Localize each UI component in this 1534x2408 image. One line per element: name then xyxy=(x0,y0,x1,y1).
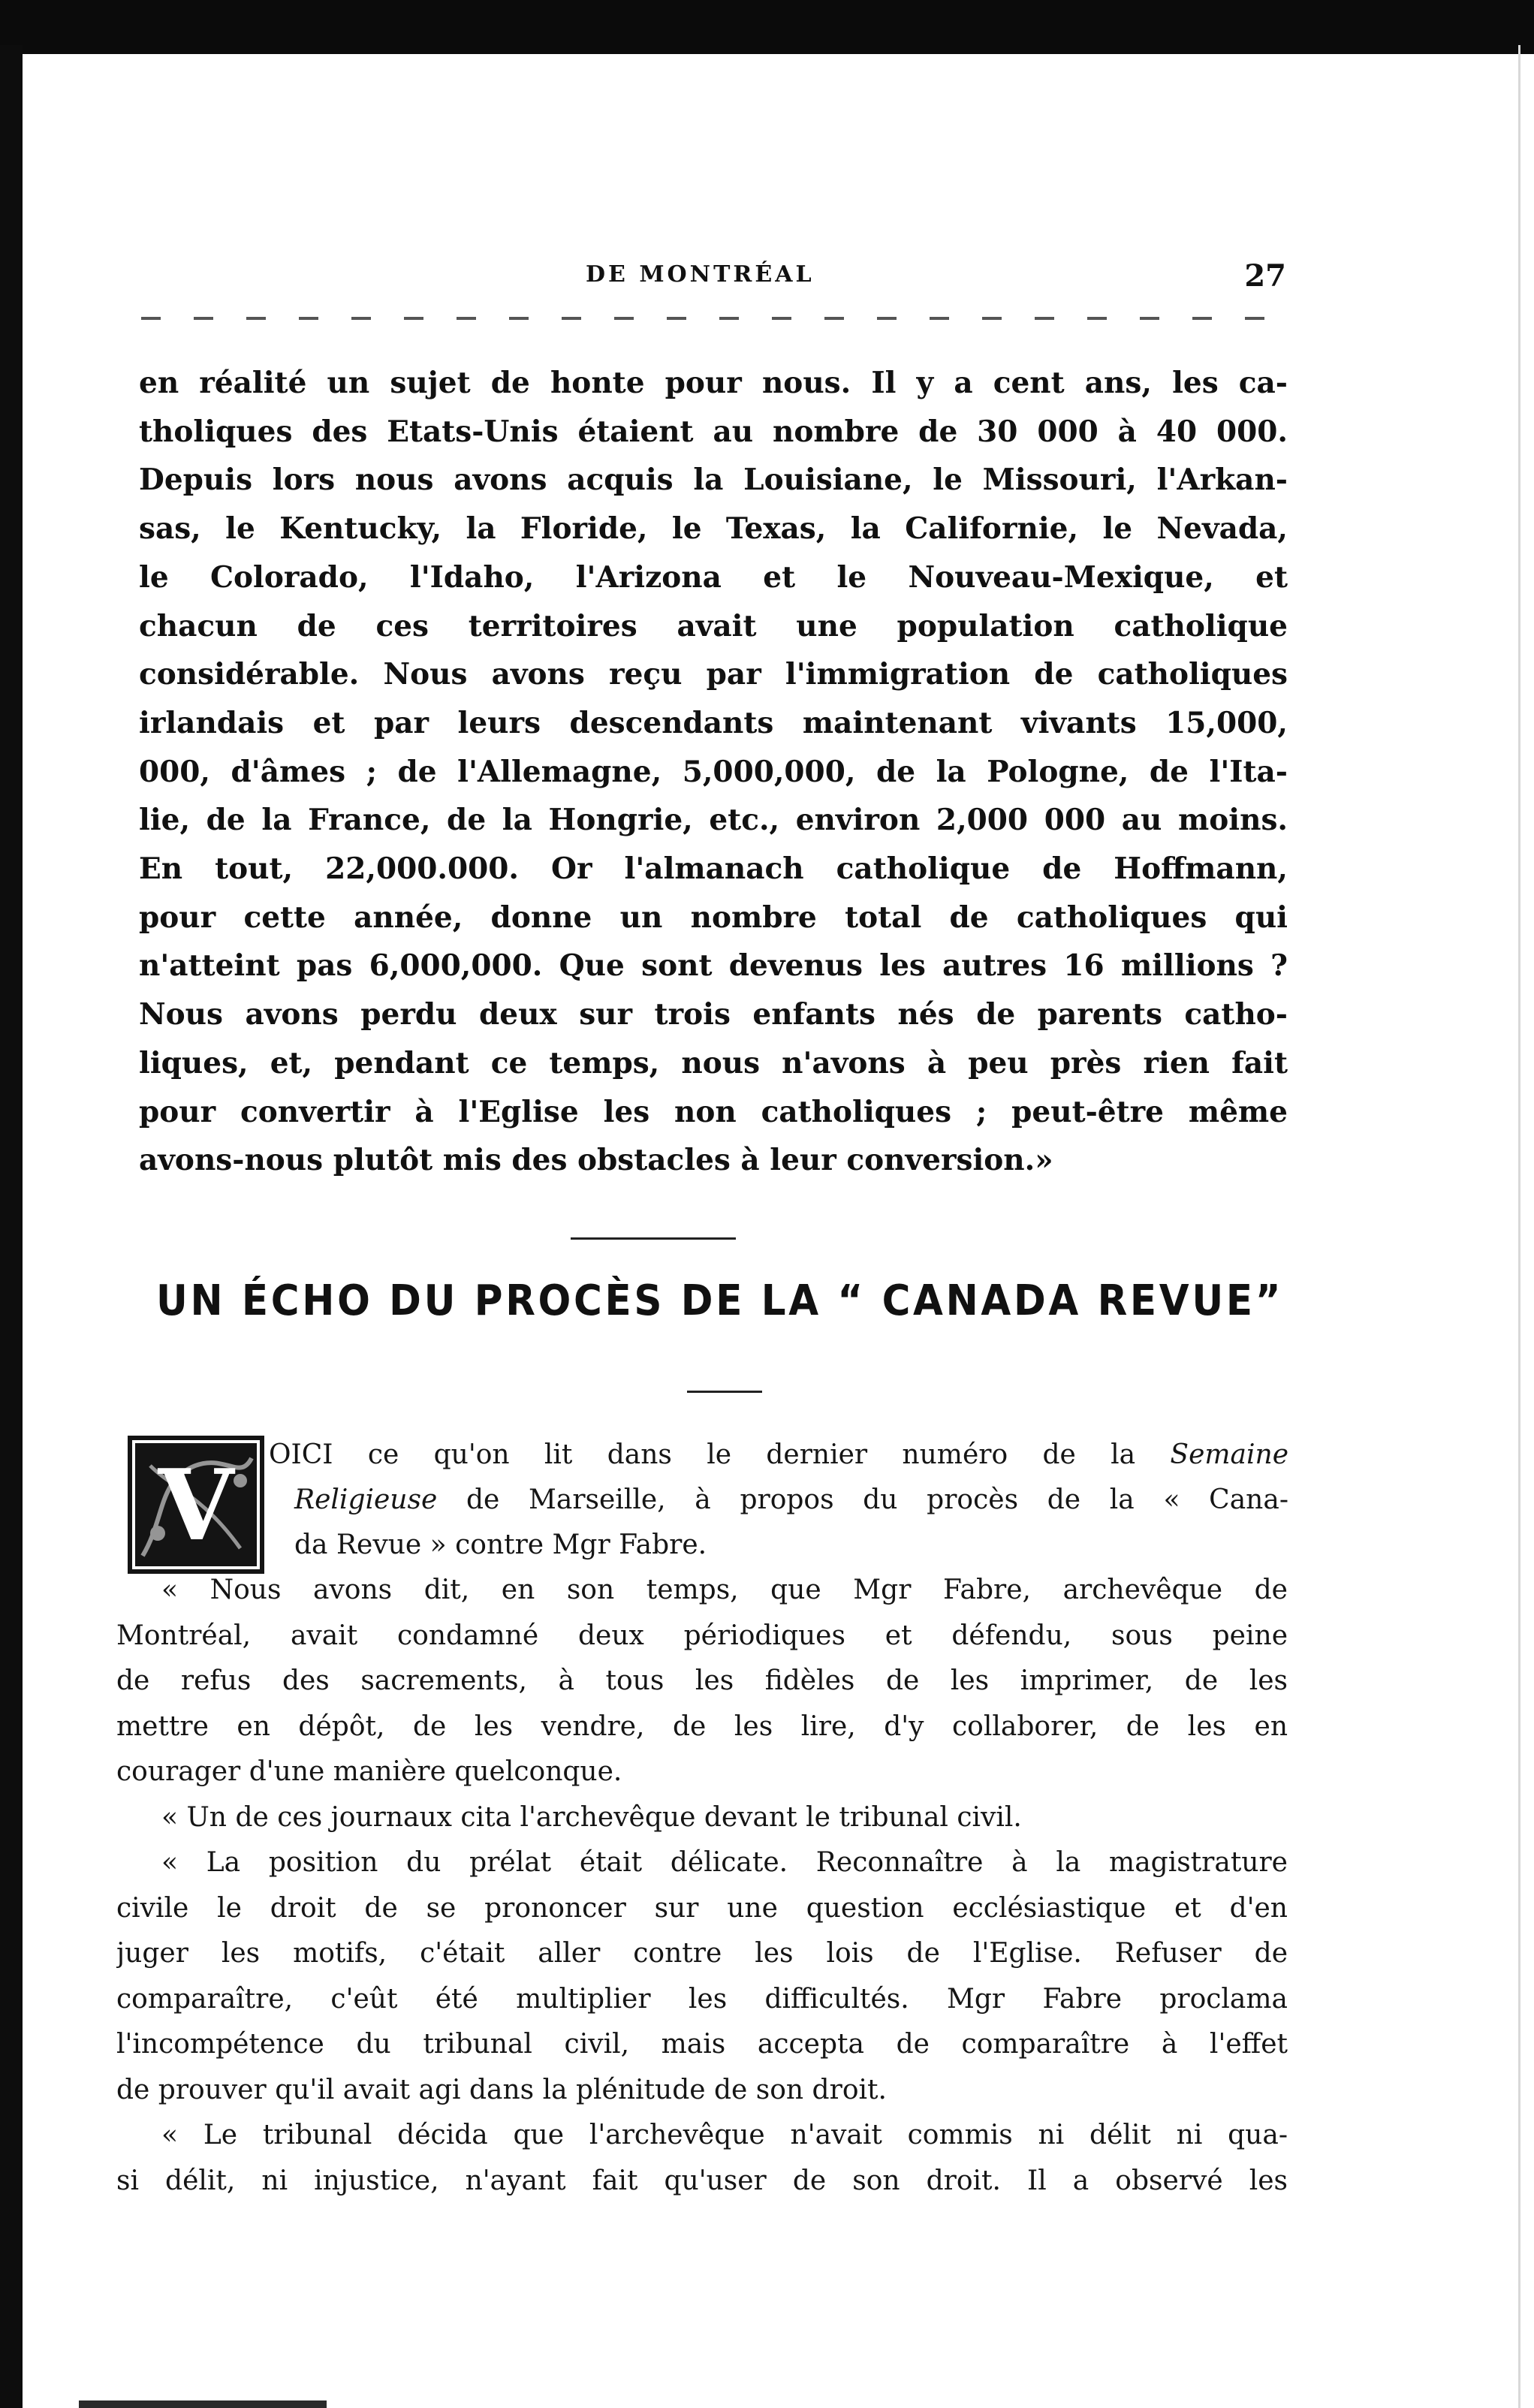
publication-name-part1: Semaine xyxy=(1170,1439,1288,1470)
page-number: 27 xyxy=(1244,258,1286,294)
intro-text: OICI ce qu'on lit dans le dernier numéro de la xyxy=(269,1439,1136,1470)
paragraph-line: chacun de ces territoires avait une population catholique xyxy=(139,608,1288,643)
paragraph-line: pour cette année, donne un nombre total de catholiques qui xyxy=(139,900,1288,935)
article-line: courager d'une manière quelconque. xyxy=(116,1756,622,1787)
top-paragraph xyxy=(139,359,1288,1185)
paragraph-line: En tout, 22,000.000. Or l'almanach catholique de Hoffmann, xyxy=(139,851,1288,887)
article-intro xyxy=(269,1433,1288,1568)
article-line: juger les motifs, c'était aller contre les lois de l'Eglise. Refuser de xyxy=(116,1938,1288,1969)
scan-top-border xyxy=(0,0,1534,54)
scan-left-border xyxy=(0,45,23,2408)
intro-text: da Revue » contre Mgr Fabre. xyxy=(294,1529,707,1560)
intro-line xyxy=(269,1523,1288,1568)
header-rule xyxy=(141,317,1282,320)
article-line: si délit, ni injustice, n'ayant fait qu'user de son droit. Il a observé les xyxy=(116,2165,1288,2196)
section-title: UN ÉCHO DU PROCÈS DE LA “ CANADA REVUE” xyxy=(156,1276,1284,1325)
intro-line xyxy=(269,1478,1288,1523)
publication-name-part2: Religieuse xyxy=(294,1484,438,1515)
article-line: « Un de ces journaux cita l'archevêque devant le tribunal civil. xyxy=(161,1801,1022,1833)
running-head: DE MONTRÉAL xyxy=(586,261,815,288)
paragraph-line: pour convertir à l'Eglise les non catholiques ; peut-être même xyxy=(139,1094,1288,1129)
paragraph-line: lie, de la France, de la Hongrie, etc., environ 2,000 000 au moins. xyxy=(139,803,1288,838)
article-line: de refus des sacrements, à tous les fidèles de les imprimer, de les xyxy=(116,1665,1288,1696)
title-underline xyxy=(687,1391,762,1393)
paragraph-line: sas, le Kentucky, la Floride, le Texas, la Californie, le Nevada, xyxy=(139,511,1288,547)
paragraph-line: considérable. Nous avons reçu par l'immigration de catholiques xyxy=(139,657,1288,692)
article-line: Montréal, avait condamné deux périodiques et défendu, sous peine xyxy=(116,1620,1288,1651)
article-line: l'incompétence du tribunal civil, mais accepta de comparaître à l'effet xyxy=(116,2029,1288,2060)
article-line: civile le droit de se prononcer sur une question ecclésiastique et d'en xyxy=(116,1892,1288,1924)
paragraph-line: avons-nous plutôt mis des obstacles à leur conversion.» xyxy=(139,1143,1053,1178)
paragraph-line: Depuis lors nous avons acquis la Louisiane, le Missouri, l'Arkan- xyxy=(139,463,1288,498)
article-line: mettre en dépôt, de les vendre, de les lire, d'y collaborer, de les en xyxy=(116,1710,1288,1742)
article-line: comparaître, c'eût été multiplier les difficultés. Mgr Fabre proclama xyxy=(116,1983,1288,2015)
paragraph-line: le Colorado, l'Idaho, l'Arizona et le Nouveau-Mexique, et xyxy=(139,559,1288,595)
page-header xyxy=(0,258,1534,306)
intro-text: de Marseille, à propos du procès de la « Cana- xyxy=(437,1484,1288,1515)
drop-cap-ornament xyxy=(128,1436,264,1574)
section-divider xyxy=(571,1237,736,1240)
paragraph-line: 000, d'âmes ; de l'Allemagne, 5,000,000, de la Pologne, de l'Ita- xyxy=(139,754,1288,789)
paragraph-line: liques, et, pendant ce temps, nous n'avons à peu près rien fait xyxy=(139,1045,1288,1080)
paragraph-line: tholiques des Etats-Unis étaient au nombre de 30 000 à 40 000. xyxy=(139,414,1288,449)
intro-line xyxy=(269,1433,1288,1478)
article-line: « Le tribunal décida que l'archevêque n'avait commis ni délit ni qua- xyxy=(161,2120,1288,2150)
scan-bottom-rule xyxy=(79,2400,327,2408)
article-line: « Nous avons dit, en son temps, que Mgr Fabre, archevêque de xyxy=(161,1575,1288,1605)
paragraph-line: Nous avons perdu deux sur trois enfants nés de parents catho- xyxy=(139,997,1288,1032)
paragraph-line: n'atteint pas 6,000,000. Que sont devenus les autres 16 millions ? xyxy=(139,948,1288,984)
paragraph-line: irlandais et par leurs descendants maintenant vivants 15,000, xyxy=(139,705,1288,740)
paragraph-line: en réalité un sujet de honte pour nous. Il y a cent ans, les ca- xyxy=(139,366,1288,400)
article-line: « La position du prélat était délicate. Reconnaître à la magistrature xyxy=(161,1847,1288,1878)
article-body xyxy=(116,1568,1288,2204)
drop-cap-letter: V xyxy=(158,1447,234,1563)
scan-right-margin xyxy=(1518,45,1534,2408)
article-line: de prouver qu'il avait agi dans la plénitude de son droit. xyxy=(116,2074,887,2105)
